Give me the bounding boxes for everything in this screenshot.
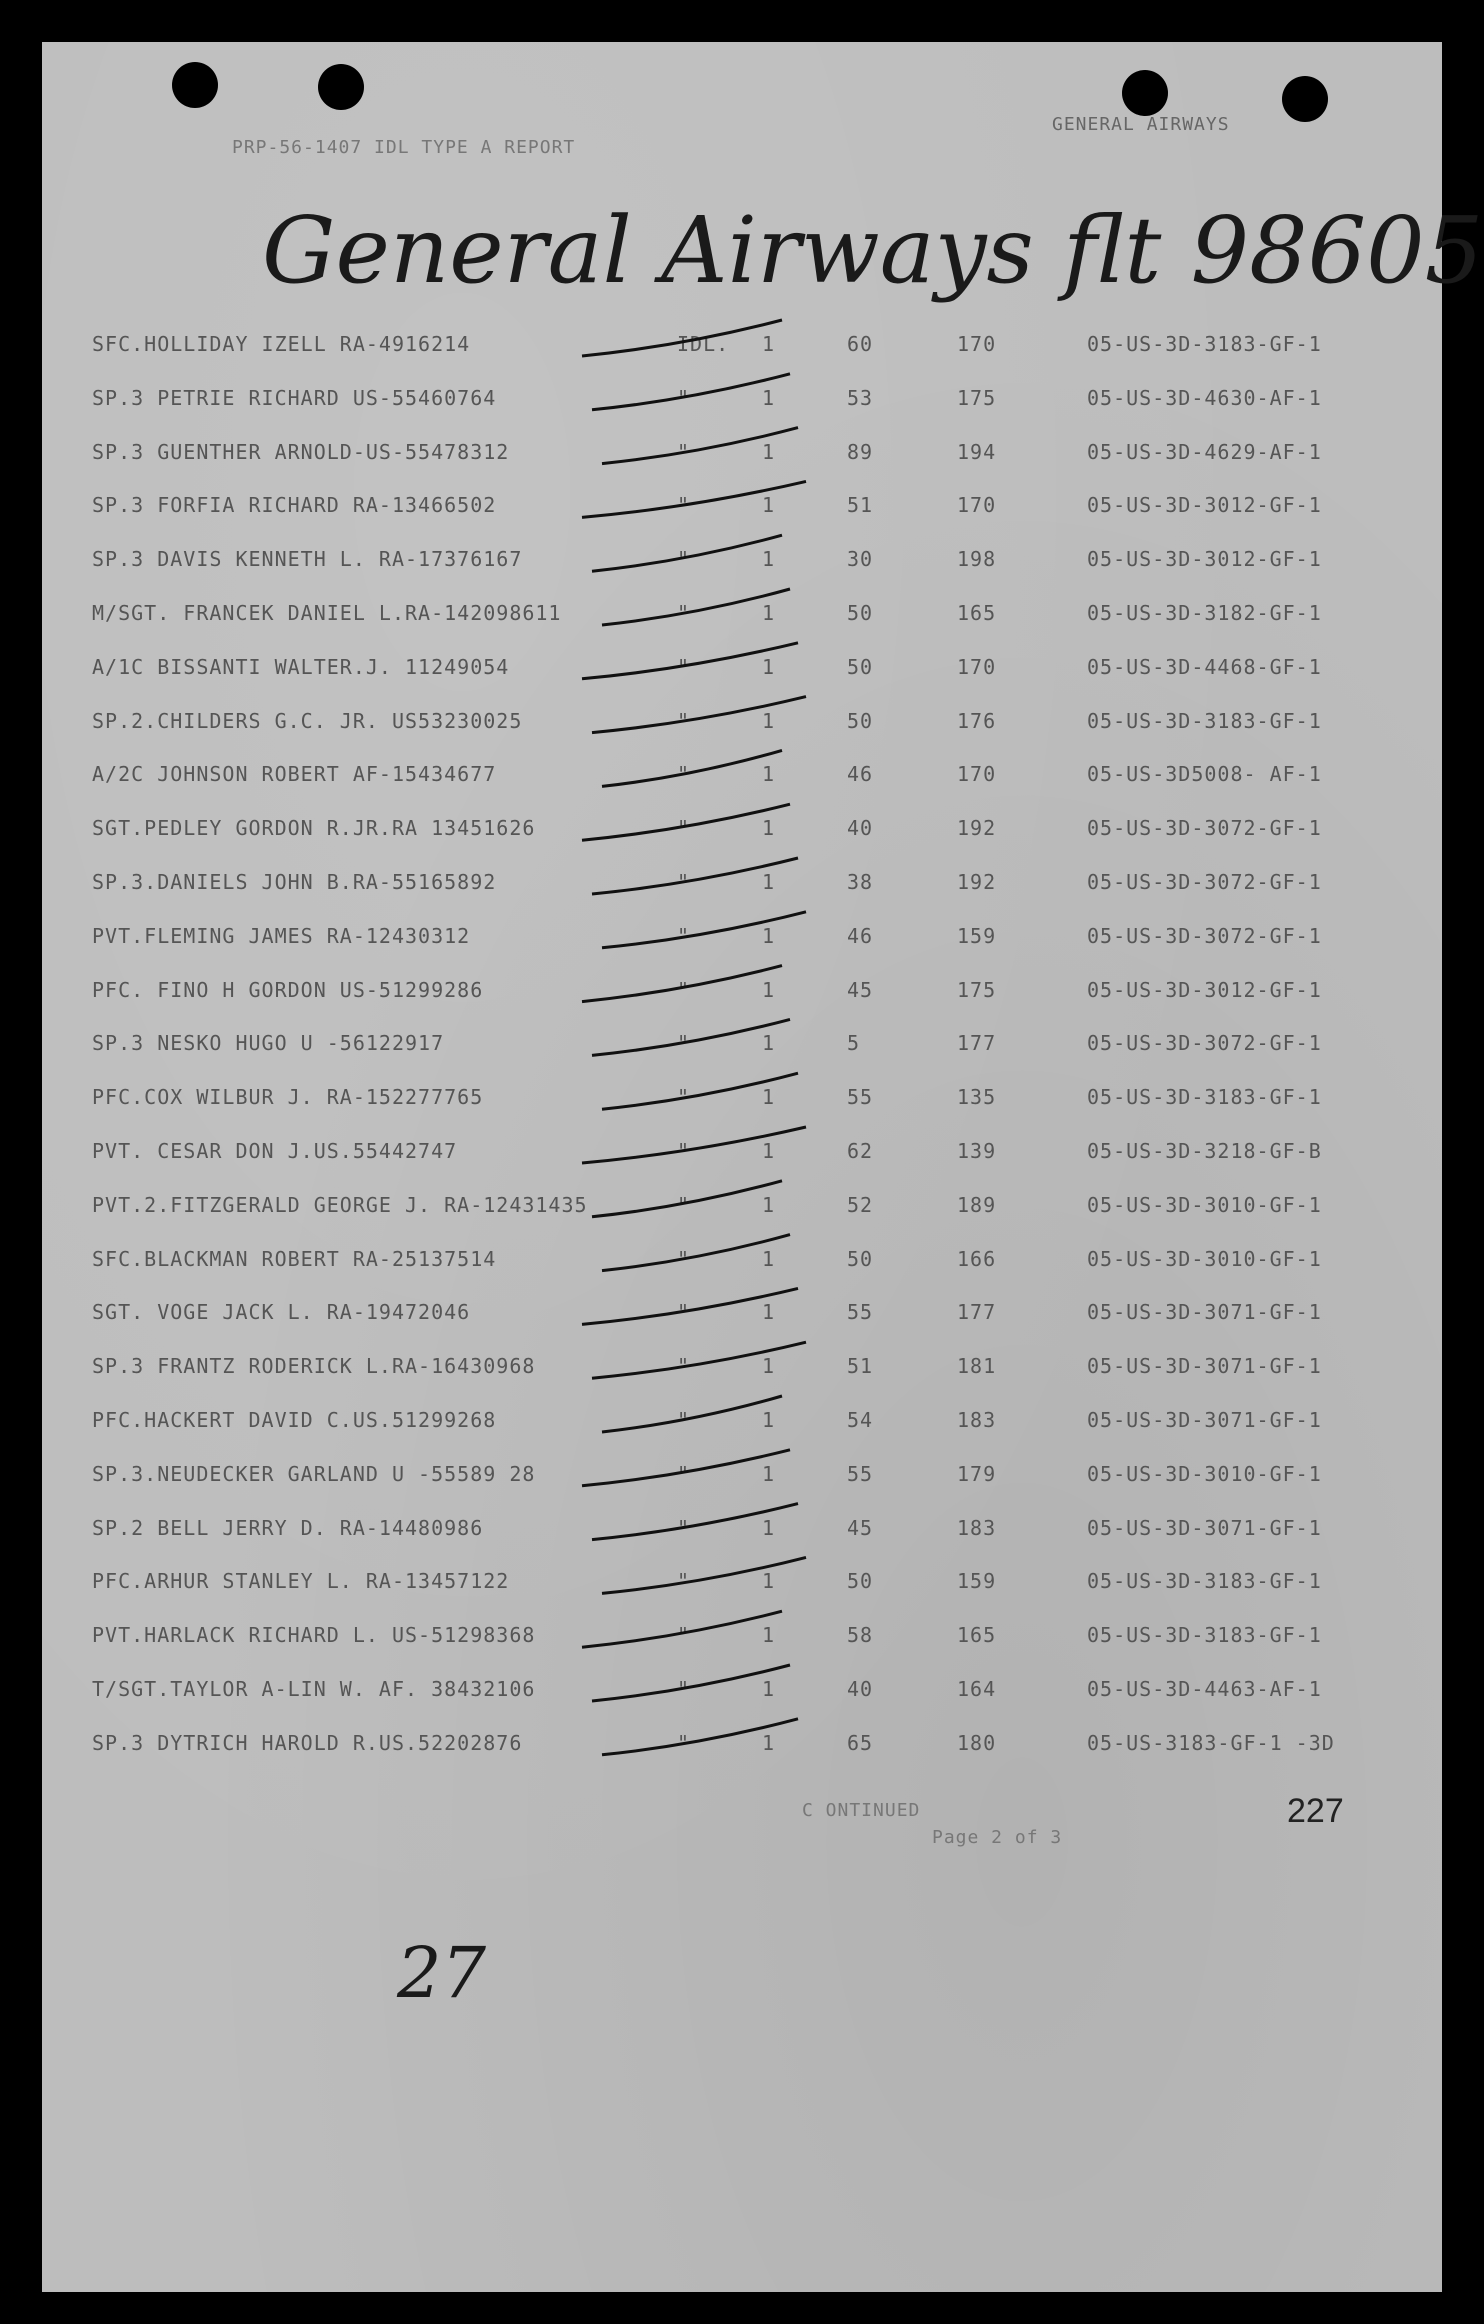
unit-cell: "	[677, 977, 691, 1002]
passenger-name: SP.3 FORFIA RICHARD RA-13466502	[92, 493, 497, 518]
weight-cell: 46	[847, 923, 874, 948]
height-cell: 175	[957, 977, 997, 1002]
route-code-cell: 05-US-3D-3012-GF-1	[1087, 547, 1322, 572]
route-code-cell: 05-US-3D-3183-GF-1	[1087, 332, 1322, 356]
passenger-name: SP.2.CHILDERS G.C. JR. US53230025	[92, 708, 523, 733]
weight-cell: 45	[847, 1515, 874, 1540]
passenger-name: PVT.HARLACK RICHARD L. US-51298368	[92, 1623, 536, 1648]
table-row	[42, 1031, 1442, 1071]
unit-cell: "	[677, 493, 691, 518]
route-code-cell: 05-US-3D-3183-GF-1	[1087, 708, 1322, 733]
quantity-cell: 1	[762, 923, 776, 948]
table-row	[42, 1247, 1442, 1287]
route-code-cell: 05-US-3D-3183-GF-1	[1087, 1623, 1322, 1648]
route-code-cell: 05-US-3D5008- AF-1	[1087, 762, 1322, 787]
quantity-cell: 1	[762, 1031, 776, 1056]
unit-cell: "	[677, 1515, 691, 1540]
height-cell: 170	[957, 762, 997, 787]
quantity-cell: 1	[762, 1246, 776, 1271]
height-cell: 183	[957, 1515, 997, 1540]
unit-cell: "	[677, 547, 691, 572]
passenger-name: PFC.COX WILBUR J. RA-152277765	[92, 1085, 484, 1110]
table-row	[42, 1139, 1442, 1179]
weight-cell: 62	[847, 1139, 874, 1163]
route-code-cell: 05-US-3D-3182-GF-1	[1087, 601, 1322, 625]
table-row	[42, 816, 1442, 856]
quantity-cell: 1	[762, 870, 776, 894]
passenger-name: A/2C JOHNSON ROBERT AF-15434677	[92, 762, 497, 787]
weight-cell: 45	[847, 977, 874, 1002]
unit-cell: "	[677, 923, 691, 948]
passenger-name: PFC. FINO H GORDON US-51299286	[92, 977, 484, 1002]
passenger-name: SFC.HOLLIDAY IZELL RA-4916214	[92, 332, 471, 356]
passenger-name: SP.2 BELL JERRY D. RA-14480986	[92, 1515, 484, 1540]
table-row	[42, 1516, 1442, 1556]
passenger-name: SP.3 DAVIS KENNETH L. RA-17376167	[92, 547, 523, 572]
punch-hole	[1122, 70, 1168, 116]
weight-cell: 50	[847, 654, 874, 679]
unit-cell: "	[677, 816, 691, 841]
route-code-cell: 05-US-3D-3071-GF-1	[1087, 1408, 1322, 1432]
height-cell: 189	[957, 1192, 997, 1217]
height-cell: 180	[957, 1730, 997, 1755]
height-cell: 170	[957, 332, 997, 356]
weight-cell: 50	[847, 1246, 874, 1271]
quantity-cell: 1	[762, 1408, 776, 1432]
page-label: Page 2 of 3	[932, 1827, 1063, 1848]
passenger-name: PVT. CESAR DON J.US.55442747	[92, 1139, 458, 1163]
passenger-name: SP.3 NESKO HUGO U -56122917	[92, 1031, 445, 1056]
quantity-cell: 1	[762, 977, 776, 1002]
passenger-name: PVT.FLEMING JAMES RA-12430312	[92, 923, 471, 948]
document-page	[42, 42, 1484, 2292]
height-cell: 159	[957, 923, 997, 948]
unit-cell: "	[677, 1569, 691, 1594]
route-code-cell: 05-US-3D-4463-AF-1	[1087, 1677, 1322, 1701]
table-row	[42, 870, 1442, 910]
route-code-cell: 05-US-3D-3012-GF-1	[1087, 493, 1322, 518]
height-cell: 194	[957, 439, 997, 464]
weight-cell: 50	[847, 1569, 874, 1594]
height-cell: 159	[957, 1569, 997, 1594]
route-code-cell: 05-US-3D-3072-GF-1	[1087, 923, 1322, 948]
table-row	[42, 1731, 1442, 1771]
passenger-name: M/SGT. FRANCEK DANIEL L.RA-142098611	[92, 601, 562, 625]
header-reference: PRP-56-1407 IDL TYPE A REPORT	[232, 137, 576, 158]
quantity-cell: 1	[762, 1569, 776, 1594]
weight-cell: 55	[847, 1085, 874, 1110]
table-row	[42, 1354, 1442, 1394]
unit-cell: "	[677, 1300, 691, 1325]
table-row	[42, 924, 1442, 964]
quantity-cell: 1	[762, 654, 776, 679]
quantity-cell: 1	[762, 493, 776, 518]
unit-cell: "	[677, 1246, 691, 1271]
unit-cell: "	[677, 1408, 691, 1432]
svg-text:27: 27	[397, 1932, 487, 2014]
route-code-cell: 05-US-3D-4468-GF-1	[1087, 654, 1322, 679]
quantity-cell: 1	[762, 816, 776, 841]
unit-cell: IDL.	[677, 332, 730, 356]
table-row	[42, 655, 1442, 695]
route-code-cell: 05-US-3D-4630-AF-1	[1087, 385, 1322, 410]
passenger-name: SP.3.DANIELS JOHN B.RA-55165892	[92, 870, 497, 894]
quantity-cell: 1	[762, 1730, 776, 1755]
height-cell: 164	[957, 1677, 997, 1701]
height-cell: 181	[957, 1354, 997, 1379]
unit-cell: "	[677, 1677, 691, 1701]
height-cell: 170	[957, 493, 997, 518]
weight-cell: 55	[847, 1300, 874, 1325]
table-row	[42, 709, 1442, 749]
route-code-cell: 05-US-3D-3010-GF-1	[1087, 1246, 1322, 1271]
handwritten-title	[252, 172, 1484, 352]
route-code-cell: 05-US-3183-GF-1 -3D	[1087, 1730, 1335, 1755]
weight-cell: 51	[847, 493, 874, 518]
route-code-cell: 05-US-3D-3071-GF-1	[1087, 1300, 1322, 1325]
route-code-cell: 05-US-3D-3010-GF-1	[1087, 1192, 1322, 1217]
weight-cell: 50	[847, 708, 874, 733]
passenger-name: T/SGT.TAYLOR A-LIN W. AF. 38432106	[92, 1677, 536, 1701]
weight-cell: 51	[847, 1354, 874, 1379]
quantity-cell: 1	[762, 1139, 776, 1163]
route-code-cell: 05-US-3D-3072-GF-1	[1087, 1031, 1322, 1056]
height-cell: 198	[957, 547, 997, 572]
unit-cell: "	[677, 708, 691, 733]
table-row	[42, 1193, 1442, 1233]
route-code-cell: 05-US-3D-3071-GF-1	[1087, 1354, 1322, 1379]
height-cell: 192	[957, 870, 997, 894]
passenger-name: SFC.BLACKMAN ROBERT RA-25137514	[92, 1246, 497, 1271]
weight-cell: 30	[847, 547, 874, 572]
height-cell: 165	[957, 1623, 997, 1648]
weight-cell: 60	[847, 332, 874, 356]
table-row	[42, 601, 1442, 641]
quantity-cell: 1	[762, 1623, 776, 1648]
weight-cell: 55	[847, 1461, 874, 1486]
height-cell: 176	[957, 708, 997, 733]
continued-label: C ONTINUED	[802, 1800, 921, 1821]
page-number: 227	[1287, 1792, 1344, 1830]
unit-cell: "	[677, 1192, 691, 1217]
quantity-cell: 1	[762, 1192, 776, 1217]
unit-cell: "	[677, 762, 691, 787]
height-cell: 135	[957, 1085, 997, 1110]
table-row	[42, 386, 1442, 426]
passenger-name: SGT.PEDLEY GORDON R.JR.RA 13451626	[92, 816, 536, 841]
route-code-cell: 05-US-3D-3072-GF-1	[1087, 816, 1322, 841]
height-cell: 165	[957, 601, 997, 625]
punch-hole	[318, 64, 364, 110]
unit-cell: "	[677, 385, 691, 410]
unit-cell: "	[677, 1354, 691, 1379]
height-cell: 183	[957, 1408, 997, 1432]
handwritten-note	[387, 1922, 527, 2022]
route-code-cell: 05-US-3D-3012-GF-1	[1087, 977, 1322, 1002]
quantity-cell: 1	[762, 1461, 776, 1486]
weight-cell: 65	[847, 1730, 874, 1755]
table-row	[42, 1462, 1442, 1502]
weight-cell: 53	[847, 385, 874, 410]
passenger-name: A/1C BISSANTI WALTER.J. 11249054	[92, 654, 510, 679]
weight-cell: 89	[847, 439, 874, 464]
punch-hole	[172, 62, 218, 108]
route-code-cell: 05-US-3D-3010-GF-1	[1087, 1461, 1322, 1486]
passenger-name: PFC.HACKERT DAVID C.US.51299268	[92, 1408, 497, 1432]
quantity-cell: 1	[762, 708, 776, 733]
weight-cell: 52	[847, 1192, 874, 1217]
unit-cell: "	[677, 1085, 691, 1110]
height-cell: 170	[957, 654, 997, 679]
quantity-cell: 1	[762, 1677, 776, 1701]
table-row	[42, 1085, 1442, 1125]
height-cell: 175	[957, 385, 997, 410]
weight-cell: 54	[847, 1408, 874, 1432]
height-cell: 166	[957, 1246, 997, 1271]
weight-cell: 38	[847, 870, 874, 894]
route-code-cell: 05-US-3D-3183-GF-1	[1087, 1569, 1322, 1594]
unit-cell: "	[677, 1730, 691, 1755]
svg-text:General Airways flt 98605: General Airways flt 98605	[262, 197, 1484, 304]
quantity-cell: 1	[762, 332, 776, 356]
unit-cell: "	[677, 439, 691, 464]
unit-cell: "	[677, 1031, 691, 1056]
table-row	[42, 978, 1442, 1018]
quantity-cell: 1	[762, 547, 776, 572]
table-row	[42, 332, 1442, 372]
unit-cell: "	[677, 870, 691, 894]
height-cell: 177	[957, 1300, 997, 1325]
punch-hole	[1282, 76, 1328, 122]
quantity-cell: 1	[762, 762, 776, 787]
header-airline: GENERAL AIRWAYS	[1052, 114, 1230, 135]
passenger-name: SP.3 GUENTHER ARNOLD-US-55478312	[92, 439, 510, 464]
weight-cell: 5	[847, 1031, 861, 1056]
quantity-cell: 1	[762, 1515, 776, 1540]
unit-cell: "	[677, 654, 691, 679]
route-code-cell: 05-US-3D-3072-GF-1	[1087, 870, 1322, 894]
weight-cell: 40	[847, 816, 874, 841]
quantity-cell: 1	[762, 1300, 776, 1325]
height-cell: 177	[957, 1031, 997, 1056]
table-row	[42, 440, 1442, 480]
passenger-name: PFC.ARHUR STANLEY L. RA-13457122	[92, 1569, 510, 1594]
passenger-name: SP.3.NEUDECKER GARLAND U -55589 28	[92, 1461, 536, 1486]
route-code-cell: 05-US-3D-3218-GF-B	[1087, 1139, 1322, 1163]
table-row	[42, 1623, 1442, 1663]
weight-cell: 46	[847, 762, 874, 787]
table-row	[42, 547, 1442, 587]
table-row	[42, 1569, 1442, 1609]
route-code-cell: 05-US-3D-3071-GF-1	[1087, 1515, 1322, 1540]
passenger-name: SP.3 PETRIE RICHARD US-55460764	[92, 385, 497, 410]
table-row	[42, 762, 1442, 802]
unit-cell: "	[677, 1623, 691, 1648]
route-code-cell: 05-US-3D-4629-AF-1	[1087, 439, 1322, 464]
passenger-name: SP.3 FRANTZ RODERICK L.RA-16430968	[92, 1354, 536, 1379]
unit-cell: "	[677, 1139, 691, 1163]
height-cell: 192	[957, 816, 997, 841]
table-row	[42, 1677, 1442, 1717]
quantity-cell: 1	[762, 1085, 776, 1110]
weight-cell: 58	[847, 1623, 874, 1648]
weight-cell: 50	[847, 601, 874, 625]
table-row	[42, 493, 1442, 533]
table-row	[42, 1300, 1442, 1340]
passenger-name: SGT. VOGE JACK L. RA-19472046	[92, 1300, 471, 1325]
route-code-cell: 05-US-3D-3183-GF-1	[1087, 1085, 1322, 1110]
quantity-cell: 1	[762, 439, 776, 464]
height-cell: 139	[957, 1139, 997, 1163]
weight-cell: 40	[847, 1677, 874, 1701]
quantity-cell: 1	[762, 385, 776, 410]
passenger-name: SP.3 DYTRICH HAROLD R.US.52202876	[92, 1730, 523, 1755]
passenger-name: PVT.2.FITZGERALD GEORGE J. RA-12431435	[92, 1192, 588, 1217]
quantity-cell: 1	[762, 601, 776, 625]
unit-cell: "	[677, 601, 691, 625]
quantity-cell: 1	[762, 1354, 776, 1379]
height-cell: 179	[957, 1461, 997, 1486]
table-row	[42, 1408, 1442, 1448]
unit-cell: "	[677, 1461, 691, 1486]
